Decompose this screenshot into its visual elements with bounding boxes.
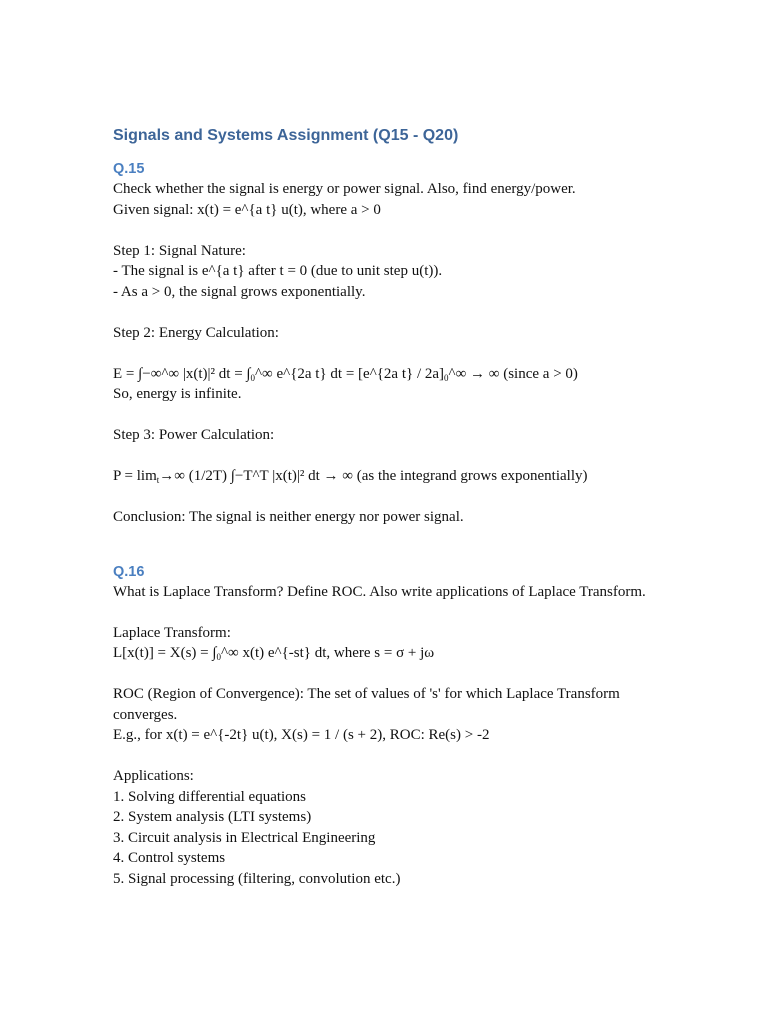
document-content xyxy=(113,124,673,889)
eq-part: →∞ (1/2T) ∫−T^T |x(t)|² dt → ∞ (as the integrand grows exponentially) xyxy=(159,468,588,484)
q15-energy-equation xyxy=(113,364,673,385)
q15-energy-result: So, energy is infinite. xyxy=(113,386,242,402)
spacer xyxy=(113,302,673,323)
spacer xyxy=(113,746,673,767)
spacer xyxy=(113,446,673,467)
q16-roc-definition: ROC (Region of Convergence): The set of values of 's' for which Laplace Transform converges. xyxy=(113,686,620,723)
application-item: 5. Signal processing (filtering, convolution etc.) xyxy=(113,870,401,887)
q16-question: What is Laplace Transform? Define ROC. Also write applications of Laplace Transform. xyxy=(113,583,646,600)
eq-subscript: t xyxy=(156,475,160,485)
q15-power-equation xyxy=(113,466,673,487)
spacer xyxy=(113,664,673,685)
q15-step3-title: Step 3: Power Calculation: xyxy=(113,427,275,443)
eq-part: ^∞ → ∞ (since a > 0) xyxy=(448,365,578,382)
document-title: Signals and Systems Assignment (Q15 - Q20) xyxy=(113,127,459,144)
q15-step1-title: Step 1: Signal Nature: xyxy=(113,242,246,259)
eq-part: E = ∫−∞^∞ |x(t)|² dt = ∫ xyxy=(113,365,251,382)
eq-subscript: 0 xyxy=(444,372,449,383)
spacer xyxy=(113,220,673,241)
q15-step2-title: Step 2: Energy Calculation: xyxy=(113,324,279,341)
spacer xyxy=(113,487,673,508)
eq-part: P = lim xyxy=(113,468,157,484)
question-16-section xyxy=(113,562,673,890)
q16-applications-title: Applications: xyxy=(113,768,194,784)
eq-subscript: 0 xyxy=(216,652,221,662)
eq-part: ^∞ x(t) e^{-st} dt, where s = σ + jω xyxy=(221,645,435,661)
eq-part: ^∞ e^{2a t} dt = [e^{2a t} / 2a] xyxy=(255,365,445,382)
q15-heading: Q.15 xyxy=(113,161,145,177)
eq-subscript: 0 xyxy=(250,372,256,383)
spacer xyxy=(113,405,673,426)
question-15-section xyxy=(113,159,673,528)
application-item: 2. System analysis (LTI systems) xyxy=(113,809,312,825)
q15-step1-line1: - The signal is e^{a t} after t = 0 (due to unit step u(t)). xyxy=(113,263,443,279)
application-item: 1. Solving differential equations xyxy=(113,788,307,805)
application-item: 4. Control systems xyxy=(113,850,226,866)
spacer xyxy=(113,602,673,623)
q16-heading: Q.16 xyxy=(113,563,145,580)
q15-question: Check whether the signal is energy or power signal. Also, find energy/power. xyxy=(113,181,576,197)
q15-conclusion: Conclusion: The signal is neither energy nor power signal. xyxy=(113,509,464,525)
spacer xyxy=(113,343,673,364)
eq-part: L[x(t)] = X(s) = ∫ xyxy=(113,645,217,661)
q16-roc-example: E.g., for x(t) = e^{-2t} u(t), X(s) = 1 / (s + 2), ROC: Re(s) > -2 xyxy=(113,727,490,743)
q15-given: Given signal: x(t) = e^{a t} u(t), where a > 0 xyxy=(113,201,381,218)
q16-body xyxy=(113,582,673,890)
q16-lt-title: Laplace Transform: xyxy=(113,624,231,641)
q16-lt-equation xyxy=(113,643,673,664)
application-item: 3. Circuit analysis in Electrical Engineering xyxy=(113,829,376,846)
q15-body xyxy=(113,179,673,528)
q15-step1-line2: - As a > 0, the signal grows exponentially. xyxy=(113,283,366,300)
